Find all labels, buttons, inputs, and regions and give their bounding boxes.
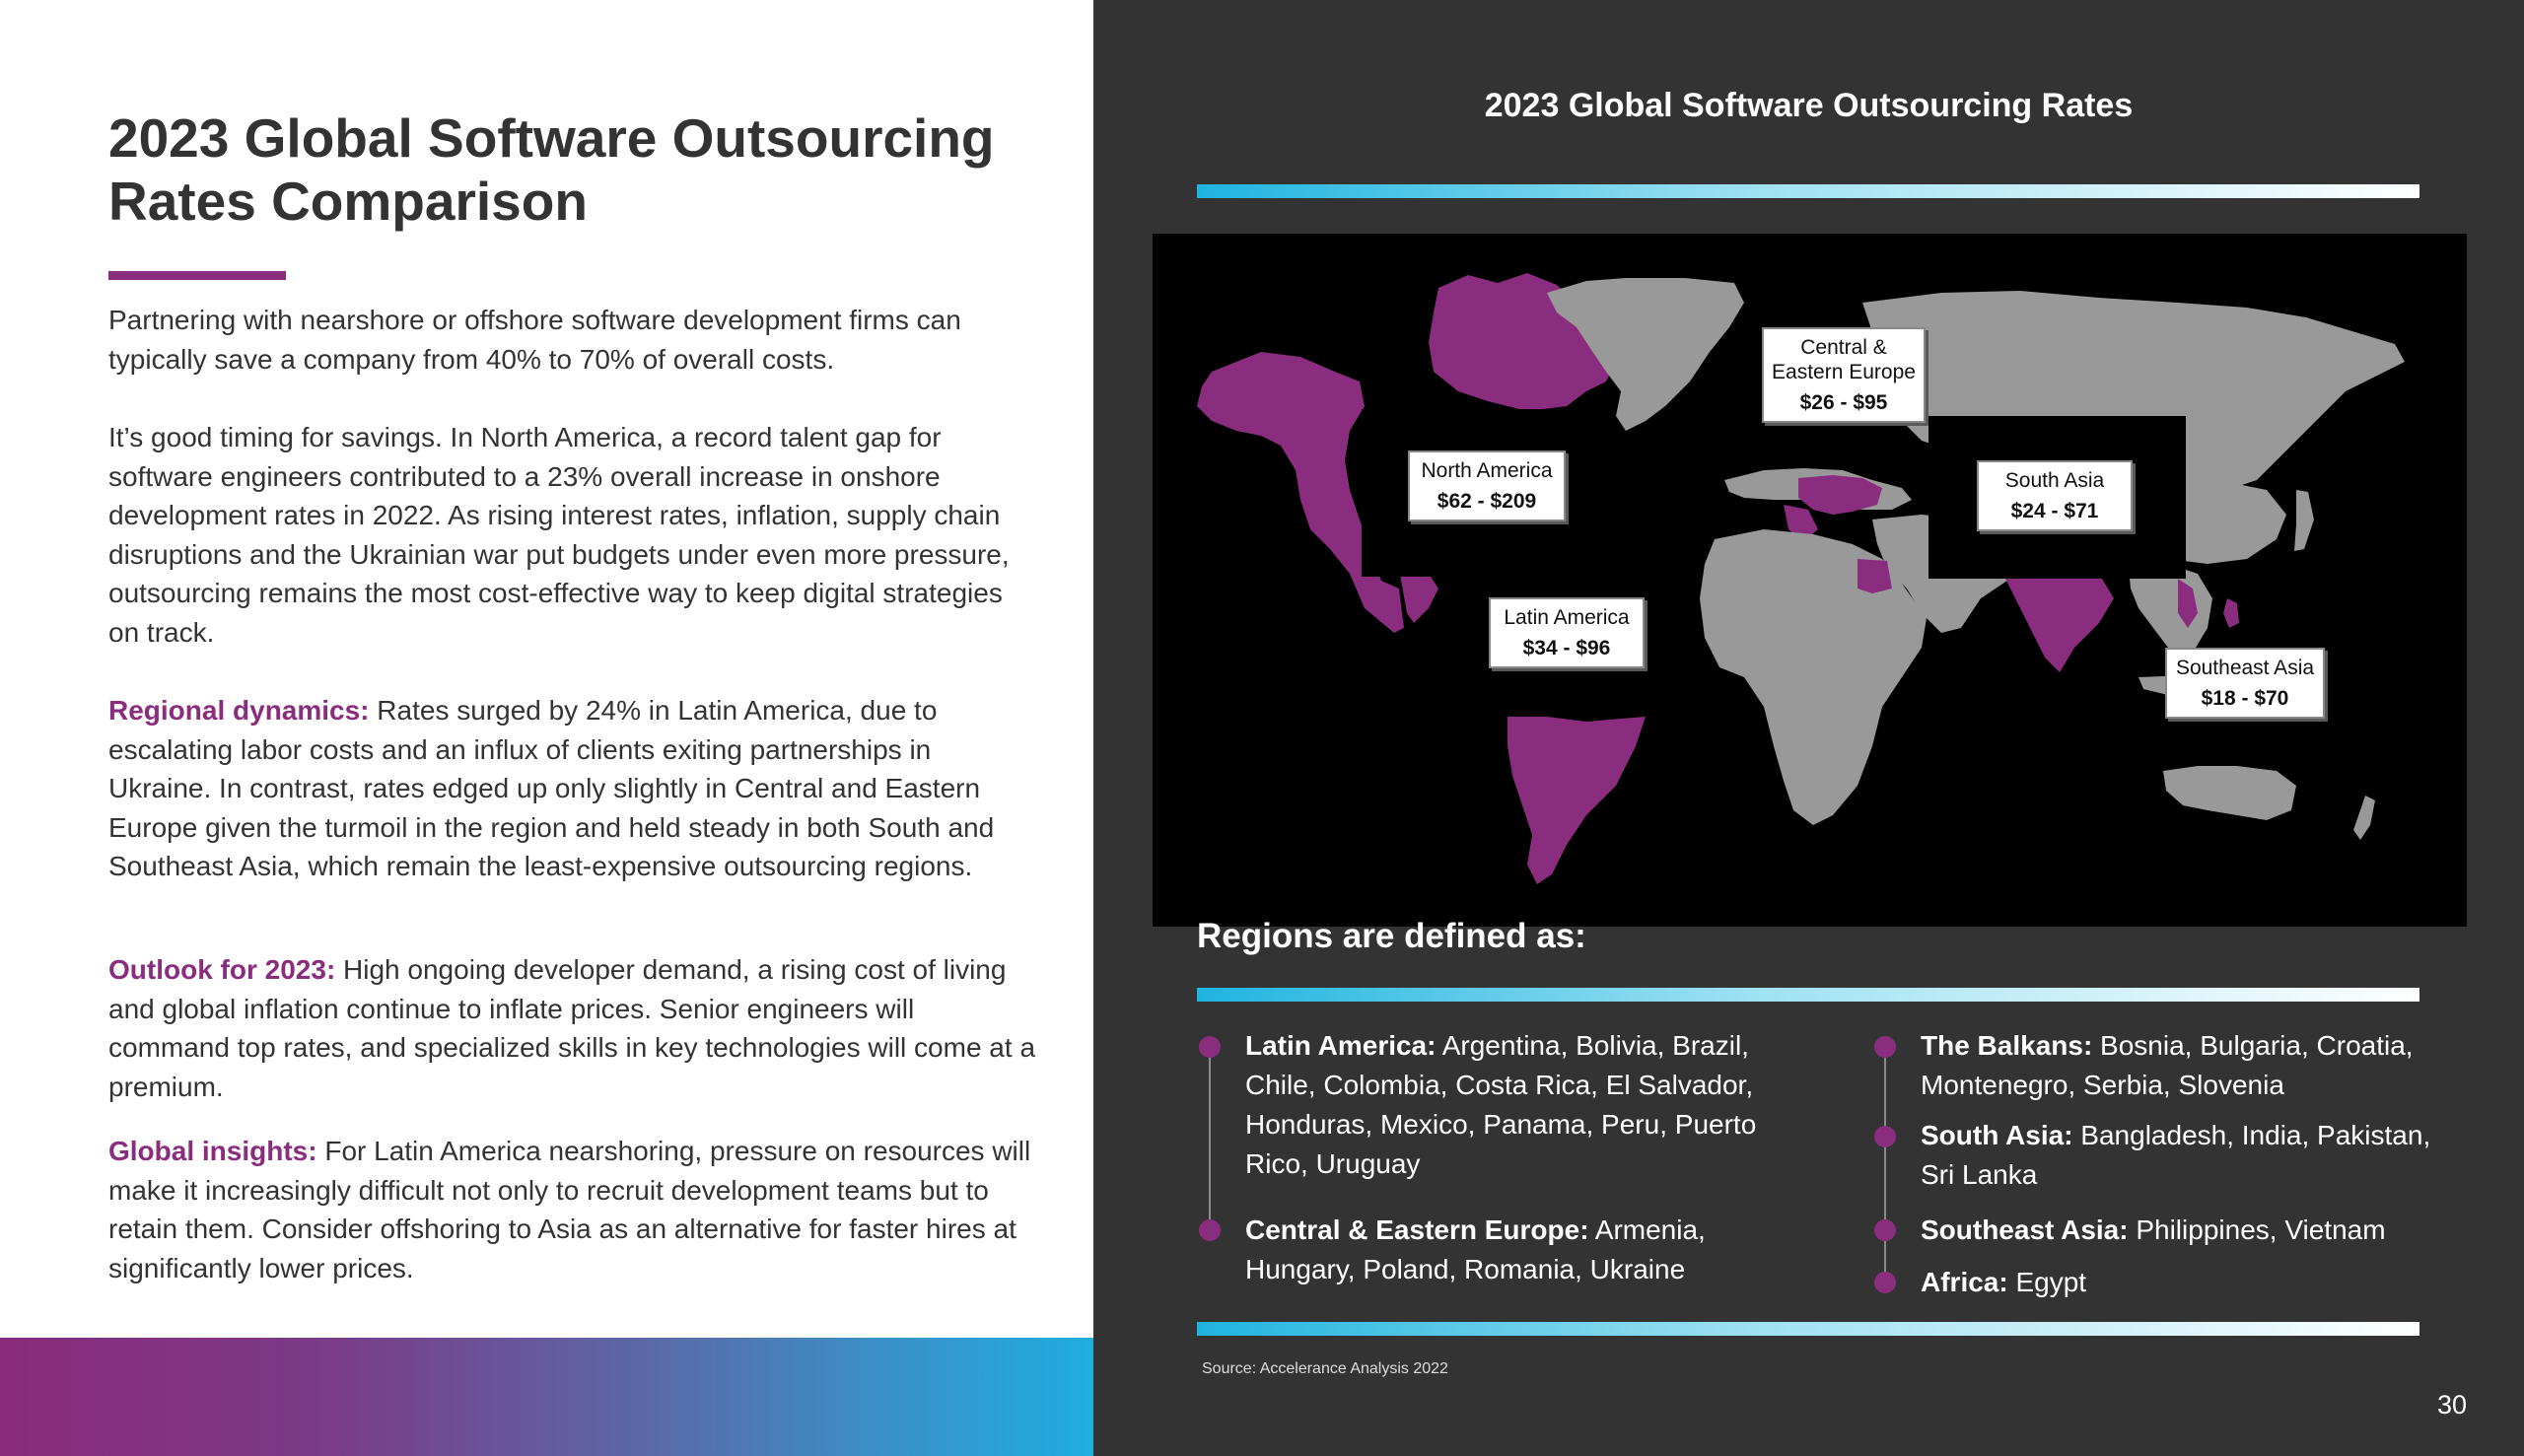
region-south-asia-label: South Asia: xyxy=(1921,1120,2073,1150)
region-africa-text: Egypt xyxy=(2007,1267,2087,1297)
bottom-gradient-band xyxy=(0,1338,1093,1456)
bullet-dot xyxy=(1199,1036,1221,1058)
region-latin-america xyxy=(1245,1026,1797,1184)
map-title: 2023 Global Software Outsourcing Rates xyxy=(1484,87,2134,124)
source-note: Source: Accelerance Analysis 2022 xyxy=(1202,1360,1448,1377)
philippines-shape xyxy=(2223,598,2239,628)
regional-dynamics-paragraph xyxy=(108,691,1035,886)
region-balkans-label: The Balkans: xyxy=(1921,1030,2093,1061)
label-central-eastern-europe xyxy=(1762,327,1926,423)
region-central-eastern-europe-label: Central & Eastern Europe: xyxy=(1245,1214,1589,1245)
outlook-label: Outlook for 2023: xyxy=(108,954,336,985)
region-central-eastern-europe xyxy=(1245,1211,1797,1289)
outlook-paragraph xyxy=(108,950,1035,1106)
left-panel xyxy=(0,0,1093,1456)
global-insights-text: For Latin America nearshoring, pressure on resources will make it increasingly difficult not only to recruit development teams but to retain them. Consider offshoring to Asia as an alternative for faster hires at significantly lower prices. xyxy=(108,1136,1031,1283)
regions-timeline-right xyxy=(1884,1048,1886,1284)
middle-gradient-bar xyxy=(1197,988,2419,1002)
region-south-asia xyxy=(1921,1116,2453,1195)
label-central-eastern-europe-name: Central & Eastern Europe xyxy=(1772,336,1916,383)
egypt-shape xyxy=(1858,559,1892,593)
bullet-dot xyxy=(1874,1219,1896,1241)
label-south-asia xyxy=(1977,460,2133,531)
region-southeast-asia xyxy=(1921,1211,2473,1250)
region-latin-america-text: Argentina, Bolivia, Brazil, Chile, Colombia, Costa Rica, El Salvador, Honduras, Mexico, Panama, Peru, Puerto Rico, Uruguay xyxy=(1245,1030,1757,1179)
label-central-eastern-europe-rate: $26 - $95 xyxy=(1799,391,1888,414)
label-southeast-asia xyxy=(2165,648,2325,719)
south-america-shape xyxy=(1507,717,1646,884)
region-southeast-asia-label: Southeast Asia: xyxy=(1921,1214,2129,1245)
label-south-asia-name: South Asia xyxy=(2004,469,2105,492)
label-southeast-asia-name: Southeast Asia xyxy=(2175,657,2315,679)
timing-paragraph: It’s good timing for savings. In North America, a record talent gap for software engineers contributed to a 23% overall increase in onshore development rates in 2022. As rising interest rates, inflation, supply chain disruptions and the Ukrainian war put budgets under even more pressure, outsourcing remains the most cost-effective way to keep digital strategies on track. xyxy=(108,422,1010,648)
global-insights-paragraph xyxy=(108,1132,1035,1287)
label-north-america xyxy=(1408,451,1566,521)
page-title: 2023 Global Software Outsourcing Rates Comparison xyxy=(108,107,995,232)
region-africa xyxy=(1921,1263,2473,1302)
world-map xyxy=(1153,234,2467,927)
region-latin-america-label: Latin America: xyxy=(1245,1030,1437,1061)
regional-dynamics-label: Regional dynamics: xyxy=(108,695,370,726)
label-north-america-name: North America xyxy=(1421,459,1553,482)
bullet-dot xyxy=(1199,1219,1221,1241)
regions-timeline-left xyxy=(1209,1048,1211,1230)
intro-paragraph: Partnering with nearshore or offshore software development firms can typically save a company from 40% to 70% of overall costs. xyxy=(108,305,961,375)
bottom-gradient-bar xyxy=(1197,1322,2419,1336)
outlook-text: High ongoing developer demand, a rising cost of living and global inflation continue to inflate prices. Senior engineers will command top rates, and specialized skills in key technologies will come at a premium. xyxy=(108,954,1036,1102)
label-latin-america-name: Latin America xyxy=(1504,606,1630,629)
new-zealand-shape xyxy=(2353,796,2375,840)
label-latin-america xyxy=(1489,597,1645,668)
label-north-america-rate: $62 - $209 xyxy=(1437,490,1537,513)
global-insights-label: Global insights: xyxy=(108,1136,317,1166)
region-southeast-asia-text: Philippines, Vietnam xyxy=(2128,1214,2386,1245)
region-africa-label: Africa: xyxy=(1921,1267,2008,1297)
region-balkans-text: Bosnia, Bulgaria, Croatia, Montenegro, Serbia, Slovenia xyxy=(1921,1030,2414,1100)
label-south-asia-rate: $24 - $71 xyxy=(2010,500,2099,522)
bullet-dot xyxy=(1874,1272,1896,1293)
australia-shape xyxy=(2163,766,2296,820)
bullet-dot xyxy=(1874,1036,1896,1058)
region-balkans xyxy=(1921,1026,2473,1105)
top-gradient-bar xyxy=(1197,184,2419,198)
africa-shape xyxy=(1700,529,1927,825)
regional-dynamics-text: Rates surged by 24% in Latin America, due to escalating labor costs and an influx of clients exiting partnerships in Ukraine. In contrast, rates edged up only slightly in Central and Eastern Europe given the turmoil in the region and held steady in both South and Southeast Asia, which remain the least-expensive outsourcing regions. xyxy=(108,695,995,882)
central-america-shape xyxy=(1399,569,1438,623)
label-latin-america-rate: $34 - $96 xyxy=(1522,637,1611,659)
regions-heading: Regions are defined as: xyxy=(1197,917,1586,955)
title-underline xyxy=(108,271,286,280)
japan-shape xyxy=(2294,490,2314,551)
page-number: 30 xyxy=(2437,1390,2468,1420)
region-central-eastern-europe-text: Armenia, Hungary, Poland, Romania, Ukraine xyxy=(1245,1214,1706,1284)
label-southeast-asia-rate: $18 - $70 xyxy=(2201,687,2289,710)
region-south-asia-text: Bangladesh, India, Pakistan, Sri Lanka xyxy=(1921,1120,2431,1190)
bullet-dot xyxy=(1874,1126,1896,1147)
